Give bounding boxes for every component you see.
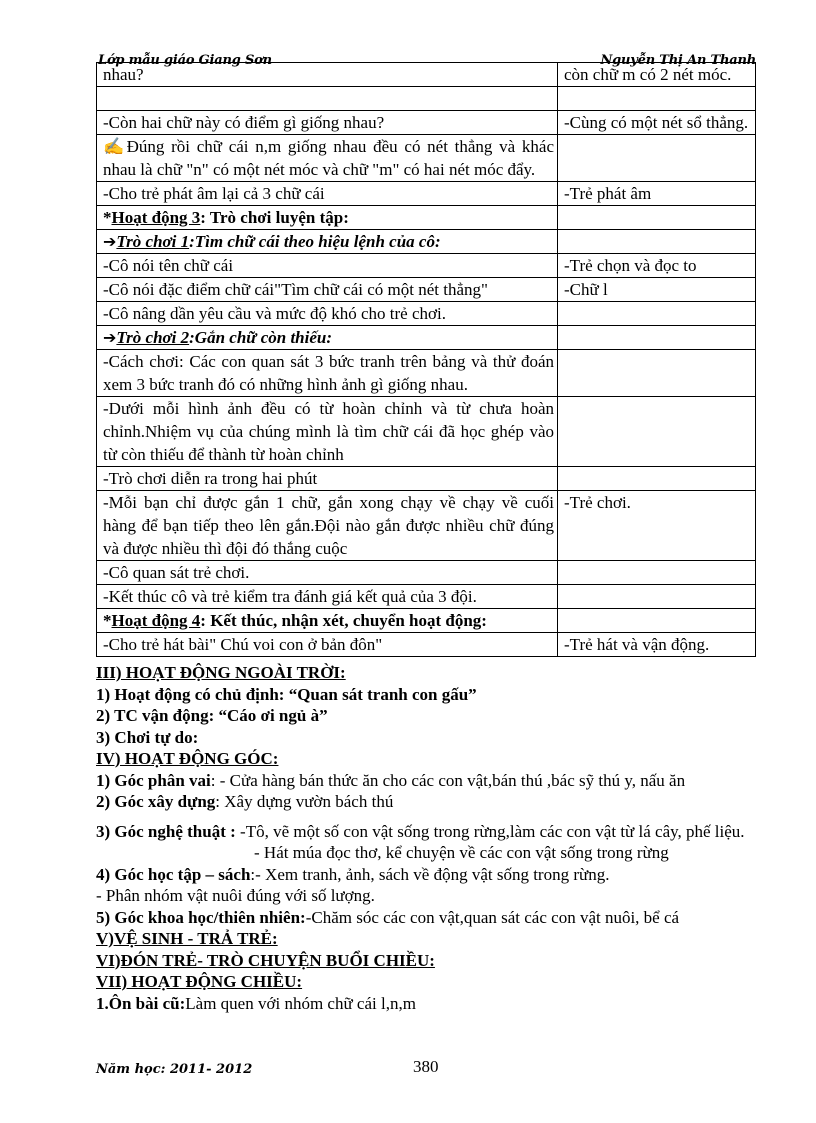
child-activity-cell: [558, 350, 756, 397]
table-row: [97, 254, 756, 278]
corner-1: 1) Góc phân vai: - Cửa hàng bán thức ăn cho các con vật,bán thú ,bác sỹ thú y, nấu ăn: [96, 770, 686, 790]
table-row: [97, 397, 756, 467]
teacher-activity-cell: ➔Trò chơi 2:Gắn chữ còn thiếu:: [97, 326, 558, 350]
outdoor-item-3: 3) Chơi tự do:: [96, 727, 199, 747]
table-row: [97, 182, 756, 206]
teacher-activity-cell: -Cô quan sát trẻ chơi.: [97, 561, 558, 585]
corner-5: 5) Góc khoa học/thiên nhiên:-Chăm sóc các con vật,quan sát các con vật nuôi, bể cá: [96, 907, 680, 927]
table-row: [97, 63, 756, 87]
child-activity-cell: -Trẻ chọn và đọc to: [558, 254, 756, 278]
teacher-activity-cell: -Cho trẻ hát bài" Chú voi con ở bản đôn": [97, 633, 558, 657]
header-teacher: Nguyễn Thị An Thanh: [600, 53, 756, 68]
child-activity-cell: -Trẻ hát và vận động.: [558, 633, 756, 657]
child-activity-cell: còn chữ m có 2 nét móc.: [558, 63, 756, 87]
child-activity-cell: [558, 206, 756, 230]
table-row: [97, 609, 756, 633]
teacher-activity-cell: -Cô nói đặc điểm chữ cái"Tìm chữ cái có một nét thẳng": [97, 278, 558, 302]
teacher-activity-cell: -Dưới mỗi hình ảnh đều có từ hoàn chỉnh và từ chưa hoàn chỉnh.Nhiệm vụ của chúng mình là tìm chữ cái đã học ghép vào từ còn thiếu để thành từ hoàn chỉnh: [97, 397, 558, 467]
table-row: [97, 302, 756, 326]
teacher-activity-cell: -Cô nâng dần yêu cầu và mức độ khó cho trẻ chơi.: [97, 302, 558, 326]
table-row: [97, 230, 756, 254]
teacher-activity-cell: -Cho trẻ phát âm lại cả 3 chữ cái: [97, 182, 558, 206]
outdoor-item-1: 1) Hoạt động có chủ định: “Quan sát tranh con gấu”: [96, 684, 477, 704]
child-activity-cell: [558, 230, 756, 254]
section-5-title: V)VỆ SINH - TRẢ TRẺ:: [96, 929, 278, 948]
teacher-activity-cell: -Còn hai chữ này có điểm gì giống nhau?: [97, 111, 558, 135]
child-activity-cell: [558, 467, 756, 491]
corner-4-sub: - Phân nhóm vật nuôi đúng với số lượng.: [96, 886, 375, 905]
header-school: Lớp mẫu giáo Giang Sơn: [98, 53, 272, 68]
child-activity-cell: -Trẻ phát âm: [558, 182, 756, 206]
teacher-activity-cell: *Hoạt động 4: Kết thúc, nhận xét, chuyển hoạt động:: [97, 609, 558, 633]
page-number: 380: [413, 1057, 439, 1076]
table-row: [97, 87, 756, 111]
afternoon-item-1: 1.Ôn bài cũ:Làm quen với nhóm chữ cái l,n,m: [96, 993, 416, 1013]
teacher-activity-cell: -Cách chơi: Các con quan sát 3 bức tranh trên bảng và thử đoán xem 3 bức tranh đó có những hình ảnh gì giống nhau.: [97, 350, 558, 397]
teacher-activity-cell: -Trò chơi diễn ra trong hai phút: [97, 467, 558, 491]
table-row: [97, 206, 756, 230]
child-activity-cell: -Trẻ chơi.: [558, 491, 756, 561]
child-activity-cell: [558, 397, 756, 467]
table-row: [97, 467, 756, 491]
teacher-activity-cell: nhau?: [97, 63, 558, 87]
teacher-activity-cell: ✍Đúng rồi chữ cái n,m giống nhau đều có nét thẳng và khác nhau là chữ "n" có một nét móc và chữ "m" có hai nét móc đẩy.: [97, 135, 558, 182]
child-activity-cell: [558, 609, 756, 633]
corner-3-sub: - Hát múa đọc thơ, kể chuyện về các con vật sống trong rừng: [254, 843, 669, 862]
section-6-title: VI)ĐÓN TRẺ- TRÒ CHUYỆN BUỔI CHIỀU:: [96, 950, 435, 970]
child-activity-cell: -Cùng có một nét sổ thẳng.: [558, 111, 756, 135]
table-row: [97, 326, 756, 350]
arrow-icon: ➔: [103, 232, 117, 251]
section-7-title: VII) HOẠT ĐỘNG CHIỀU:: [96, 972, 303, 991]
arrow-icon: ➔: [103, 328, 117, 347]
child-activity-cell: -Chữ l: [558, 278, 756, 302]
table-row: [97, 633, 756, 657]
corner-3: 3) Góc nghệ thuật : -Tô, vẽ một số con vật sống trong rừng,làm các con vật từ lá cây, phế liệu.: [96, 821, 745, 841]
table-row: [97, 491, 756, 561]
section-4-title: IV) HOẠT ĐỘNG GÓC:: [96, 749, 279, 768]
child-activity-cell: [558, 561, 756, 585]
child-activity-cell: [558, 302, 756, 326]
child-activity-cell: [558, 135, 756, 182]
child-activity-cell: [558, 585, 756, 609]
lesson-table: [96, 62, 756, 657]
teacher-activity-cell: *Hoạt động 3: Trò chơi luyện tập:: [97, 206, 558, 230]
footer-year: Năm học: 2011- 2012: [96, 1062, 253, 1077]
table-row: [97, 350, 756, 397]
teacher-activity-cell: -Mỗi bạn chỉ được gắn 1 chữ, gắn xong chạy về chạy về cuối hàng để bạn tiếp theo lên gắn.Đội nào gắn được nhiều chữ đúng và được nhiều thì đội đó thắng cuộc: [97, 491, 558, 561]
table-row: [97, 111, 756, 135]
child-activity-cell: [558, 87, 756, 111]
corner-2: 2) Góc xây dựng: Xây dựng vườn bách thú: [96, 792, 394, 811]
child-activity-cell: [558, 326, 756, 350]
table-row: [97, 561, 756, 585]
teacher-activity-cell: -Cô nói tên chữ cái: [97, 254, 558, 278]
table-row: [97, 278, 756, 302]
lesson-body: [96, 662, 756, 1014]
outdoor-item-2: 2) TC vận động: “Cáo ơi ngủ à”: [96, 706, 328, 725]
corner-4: 4) Góc học tập – sách:- Xem tranh, ảnh, sách về động vật sống trong rừng.: [96, 864, 610, 884]
section-3-title: III) HOẠT ĐỘNG NGOÀI TRỜI:: [96, 663, 346, 682]
teacher-activity-cell: [97, 87, 558, 111]
table-row: [97, 585, 756, 609]
teacher-activity-cell: ➔Trò chơi 1:Tìm chữ cái theo hiệu lệnh của cô:: [97, 230, 558, 254]
table-row: [97, 135, 756, 182]
teacher-activity-cell: -Kết thúc cô và trẻ kiểm tra đánh giá kết quả của 3 đội.: [97, 585, 558, 609]
